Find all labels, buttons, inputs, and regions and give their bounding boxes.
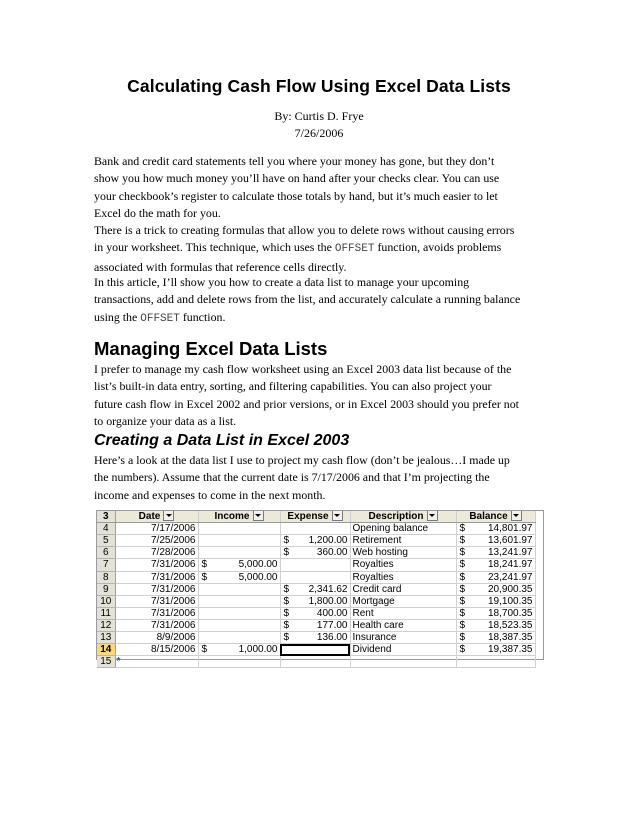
currency-symbol: $ [459,535,466,547]
cell-value: Insurance [352,632,397,644]
column-header-balance[interactable]: Balance [456,511,535,523]
text-line: Bank and credit card statements tell you where your money has gone, but they don’t [94,154,495,168]
cell-income[interactable] [198,535,280,547]
cell-description[interactable] [350,619,456,631]
paragraph-managing [94,361,550,430]
header-row [97,511,535,523]
text-line: Here’s a look at the data list I use to project my cash flow (don’t be jealous…I made up [94,453,510,467]
cell-value: Rent [352,607,374,619]
cell-date[interactable] [115,607,198,619]
cell-balance[interactable] [456,583,535,595]
cell-date[interactable] [115,631,198,643]
text-line: your checkbook’s register to calculate those totals by hand, but it’s much easier to let [94,188,498,203]
cell-value: 5,000.00 [238,571,278,583]
table-row[interactable] [97,644,535,656]
cell-date[interactable] [115,559,198,571]
row-number[interactable]: 12 [97,619,115,631]
byline-author: By: Curtis D. Frye [274,109,364,123]
cell-date[interactable] [115,644,198,656]
text-line: Excel do the math for you. [94,205,221,220]
row-number[interactable]: 6 [97,547,115,559]
currency-symbol: $ [201,559,208,571]
currency-symbol: $ [283,607,290,619]
currency-symbol: $ [459,644,466,656]
currency-symbol: $ [283,619,290,631]
row-number[interactable]: 5 [97,535,115,547]
cell-value: Royalties [352,559,394,571]
cell-balance[interactable] [456,547,535,559]
table-row[interactable] [97,523,535,535]
cell-value: Royalties [352,571,394,583]
table-row[interactable] [97,619,535,631]
cell-date[interactable] [115,535,198,547]
table-row[interactable] [97,535,535,547]
cell-description[interactable] [350,583,456,595]
cell-balance[interactable] [456,595,535,607]
text-line: list’s built-in data entry, sorting, and filtering capabilities. You can also project your [94,379,492,394]
empty-cell[interactable] [456,656,535,668]
cell-value: 7/31/2006 [151,619,196,631]
cell-description[interactable] [350,523,456,535]
cell-expense[interactable] [280,583,350,595]
text-line: show you how much money you’ll have on hand after your checks clear. You can use [94,171,500,186]
cell-income[interactable] [198,595,280,607]
cell-date[interactable] [115,523,198,535]
cell-value: Retirement [352,535,402,547]
text-line: There is a trick to creating formulas that allow you to delete rows without causing errors [94,223,515,237]
cell-date[interactable] [115,583,198,595]
cell-value: 2,341.62 [308,583,348,595]
cell-expense[interactable] [280,547,350,559]
row-number[interactable]: 10 [97,595,115,607]
cell-value: 13,241.97 [488,547,533,559]
cell-expense[interactable] [280,631,350,643]
cell-value: 7/28/2006 [151,547,196,559]
column-header-date[interactable]: Date [115,511,198,523]
column-header-description[interactable]: Description [350,511,456,523]
cell-income[interactable] [198,571,280,583]
cell-balance[interactable] [456,571,535,583]
table-row[interactable] [97,607,535,619]
byline-date: 7/26/2006 [294,126,344,140]
section-heading-managing: Managing Excel Data Lists [94,338,328,359]
cell-value: 8/9/2006 [156,632,196,644]
cell-value: 1,000.00 [238,644,278,656]
currency-symbol: $ [459,523,466,535]
cell-income[interactable] [198,631,280,643]
cell-expense[interactable] [280,559,350,571]
currency-symbol: $ [459,607,466,619]
currency-symbol: $ [459,559,466,571]
text-line: I prefer to manage my cash flow worksheet using an Excel 2003 data list because of the [94,362,512,376]
cell-value: Health care [352,619,404,631]
cell-description[interactable] [350,644,456,656]
currency-symbol: $ [283,535,290,547]
cell-balance[interactable] [456,619,535,631]
cell-value: Web hosting [352,547,408,559]
text-line: the numbers). Assume that the current date is 7/17/2006 and that I’m projecting the [94,470,490,485]
currency-symbol: $ [459,595,466,607]
cell-value: 20,900.35 [488,583,533,595]
cell-date[interactable] [115,571,198,583]
currency-symbol: $ [283,547,290,559]
currency-symbol: $ [459,619,466,631]
cell-value: 19,387.35 [488,644,533,656]
text-line: associated with formulas that reference cells directly. [94,259,347,274]
cell-date[interactable] [115,619,198,631]
cell-value: 177.00 [316,619,348,631]
paragraph-offset-trick [94,222,550,276]
code-offset: OFFSET [140,312,180,325]
data-list-table [97,511,536,668]
text-line: In this article, I’ll show you how to create a data list to manage your upcoming [94,275,470,289]
cell-expense[interactable] [280,607,350,619]
cell-value: 7/31/2006 [151,571,196,583]
cell-expense[interactable] [280,619,350,631]
cell-expense-selected[interactable] [280,644,350,656]
cell-income[interactable] [198,547,280,559]
cell-value: 360.00 [316,547,348,559]
text-line: in your worksheet. This technique, which uses the OFFSET function, avoids problems [94,240,502,256]
table-row[interactable] [97,571,535,583]
cell-description[interactable] [350,631,456,643]
cell-date[interactable] [115,595,198,607]
cell-value: 7/17/2006 [151,523,196,535]
cell-value: 18,241.97 [488,559,533,571]
cell-value: Opening balance [352,523,429,535]
table-row[interactable] [97,559,535,571]
cell-date[interactable] [115,547,198,559]
row-number[interactable]: 8 [97,571,115,583]
cell-balance[interactable] [456,607,535,619]
currency-symbol: $ [459,583,466,595]
cell-description[interactable] [350,547,456,559]
cell-expense[interactable] [280,523,350,535]
paragraph-article-plan [94,274,550,328]
cell-balance[interactable] [456,559,535,571]
cell-income[interactable] [198,583,280,595]
new-row[interactable] [97,656,535,668]
cell-value: 7/31/2006 [151,583,196,595]
cell-value: 1,800.00 [308,595,348,607]
row-number[interactable]: 7 [97,559,115,571]
cell-value: 7/31/2006 [151,559,196,571]
cell-description[interactable] [350,595,456,607]
cell-value: 18,700.35 [488,607,533,619]
cell-expense[interactable] [280,595,350,607]
table-row[interactable] [97,583,535,595]
new-row-asterisk-icon: * [116,656,121,668]
cell-description[interactable] [350,571,456,583]
row-number[interactable]: 4 [97,523,115,535]
row-number[interactable]: 11 [97,607,115,619]
row-number[interactable]: 13 [97,631,115,643]
currency-symbol: $ [283,583,290,595]
paragraph-intro [94,153,550,222]
cell-description[interactable] [350,535,456,547]
text-line: transactions, add and delete rows from the list, and accurately calculate a running balance [94,292,521,307]
filter-dropdown-icon[interactable] [332,511,343,521]
cell-value: 136.00 [316,632,348,644]
paragraph-creating [94,452,550,504]
cell-income[interactable] [198,559,280,571]
cell-balance[interactable] [456,631,535,643]
cell-value: 7/31/2006 [151,607,196,619]
currency-symbol: $ [459,547,466,559]
cell-value: 19,100.35 [488,595,533,607]
cell-value: Credit card [352,583,402,595]
empty-cell[interactable] [350,656,456,668]
text-line: using the OFFSET function. [94,309,226,325]
cell-value: 14,801.97 [488,523,533,535]
cell-balance[interactable] [456,535,535,547]
cell-expense[interactable] [280,535,350,547]
currency-symbol: $ [201,571,208,583]
column-header-income[interactable]: Income [198,511,280,523]
cell-description[interactable] [350,607,456,619]
subsection-heading-creating: Creating a Data List in Excel 2003 [94,432,350,449]
cell-balance[interactable] [456,523,535,535]
row-number: 3 [97,511,115,523]
cell-income[interactable] [198,523,280,535]
cell-value: 5,000.00 [238,559,278,571]
cell-value: 18,523.35 [488,619,533,631]
table-row[interactable] [97,595,535,607]
table-row[interactable] [97,631,535,643]
table-row[interactable] [97,547,535,559]
text-line: future cash flow in Excel 2002 and prior versions, or in Excel 2003 should you prefer not [94,396,519,411]
row-number[interactable]: 14 [97,644,115,656]
text-line: to organize your data as a list. [94,413,237,428]
filter-dropdown-icon[interactable] [427,511,438,521]
column-header-expense[interactable]: Expense [280,511,350,523]
cell-expense[interactable] [280,571,350,583]
cell-balance[interactable] [456,644,535,656]
currency-symbol: $ [459,632,466,644]
currency-symbol: $ [201,644,208,656]
cell-income[interactable] [198,607,280,619]
cell-income[interactable] [198,644,280,656]
filter-dropdown-icon[interactable] [163,511,174,521]
new-row-cell[interactable] [115,656,198,668]
filter-dropdown-icon[interactable] [511,511,522,521]
row-number[interactable]: 9 [97,583,115,595]
cell-value: 7/25/2006 [151,535,196,547]
cell-income[interactable] [198,619,280,631]
empty-cell[interactable] [198,656,280,668]
cell-value: 13,601.97 [488,535,533,547]
row-number[interactable]: 15 [97,656,115,668]
cell-value: 7/31/2006 [151,595,196,607]
excel-data-list-screenshot [96,510,544,668]
document-title: Calculating Cash Flow Using Excel Data Lists [127,76,511,96]
currency-symbol: $ [283,632,290,644]
cell-value: 400.00 [316,607,348,619]
cell-description[interactable] [350,559,456,571]
cell-value: Dividend [352,644,392,656]
empty-cell[interactable] [280,656,350,668]
text-line: income and expenses to come in the next month. [94,487,326,502]
cell-value: 18,387.35 [488,632,533,644]
cell-value: 1,200.00 [308,535,348,547]
cell-value: 8/15/2006 [151,644,196,656]
cell-value: Mortgage [352,595,395,607]
code-offset: OFFSET [334,243,375,256]
currency-symbol: $ [283,595,290,607]
currency-symbol: $ [459,571,466,583]
filter-dropdown-icon[interactable] [253,511,264,521]
cell-value: 23,241.97 [488,571,533,583]
